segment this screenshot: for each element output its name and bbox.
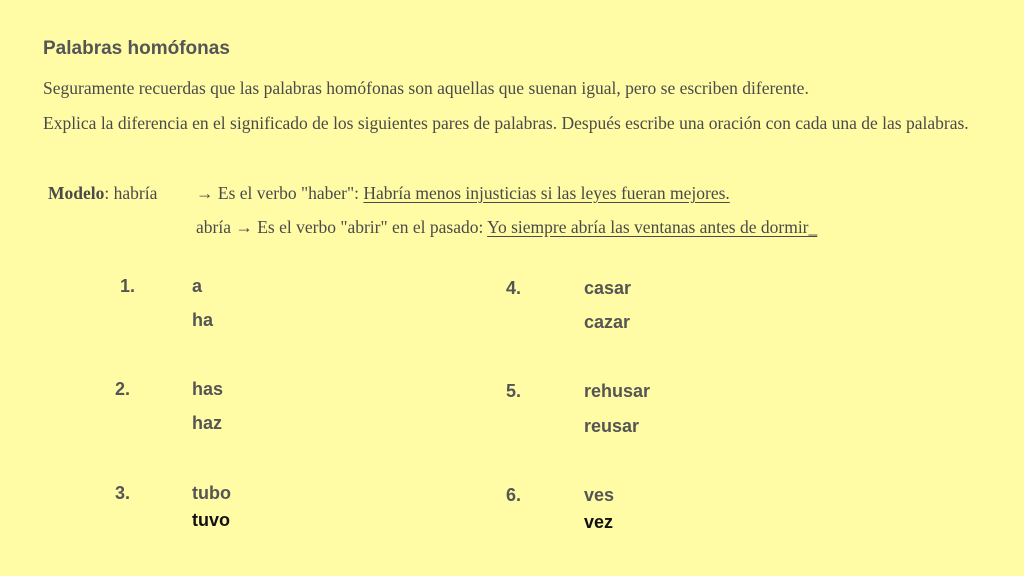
pair-word-second: vez	[584, 512, 614, 532]
pair-word-first: tubo	[192, 483, 231, 503]
intro-text: Seguramente recuerdas que las palabras homófonas son aquellas que suenan igual, pero se escriben diferente.	[43, 78, 809, 98]
pair-number: 1.	[120, 276, 136, 296]
instructions-text: Explica la diferencia en el significado de los siguientes pares de palabras. Después escribe una oración con cada una de las palabras.	[43, 113, 969, 133]
pair-word-first: rehusar	[584, 381, 651, 401]
pair-number: 5.	[506, 381, 522, 401]
model-example	[48, 176, 988, 244]
pair-word-second: reusar	[584, 416, 640, 436]
pair-word-second: tuvo	[192, 510, 230, 530]
pair-word-second: cazar	[584, 312, 631, 332]
page-title: Palabras homófonas	[43, 38, 230, 59]
model-label: Modelo: habría	[48, 183, 158, 203]
model-example-sentence-1: Habría menos injusticias si las leyes fueran mejores.	[363, 183, 730, 203]
pair-word-first: a	[192, 276, 203, 296]
model-row-2	[48, 210, 988, 244]
model-definition-2: abría → Es el verbo "abrir" en el pasado: Yo siempre abría las ventanas antes de dormir_	[196, 217, 818, 237]
model-example-sentence-2: Yo siempre abría las ventanas antes de dormir_	[487, 217, 818, 237]
model-definition-1: → Es el verbo "haber": Habría menos injusticias si las leyes fueran mejores.	[196, 183, 730, 203]
pair-word-first: ves	[584, 485, 615, 505]
pair-word-second: haz	[192, 413, 223, 433]
pair-word-second: ha	[192, 310, 214, 330]
model-row-1	[48, 176, 988, 210]
pair-word-first: has	[192, 379, 224, 399]
pair-number: 4.	[506, 278, 522, 298]
pair-number: 2.	[115, 379, 131, 399]
pair-word-first: casar	[584, 278, 632, 298]
pair-number: 3.	[115, 483, 131, 503]
pair-number: 6.	[506, 485, 522, 505]
